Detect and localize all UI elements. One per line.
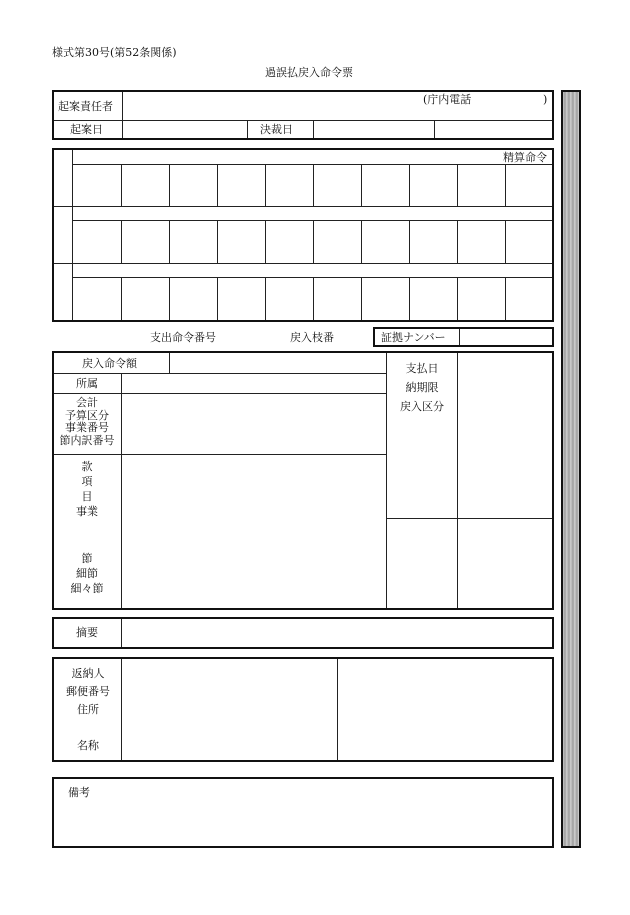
- phone-label: (庁内電話: [423, 93, 472, 106]
- refund-amount-label: 戻入命令額: [82, 357, 137, 370]
- detail-section: [52, 351, 554, 610]
- form-number: 様式第30号(第52条関係): [52, 46, 177, 59]
- approval-date-label: 決裁日: [260, 123, 293, 136]
- evidence-number-field[interactable]: [461, 329, 552, 345]
- budget-lower-labels: 節 細節 細々節: [70, 552, 104, 595]
- settlement-label: 精算命令: [503, 151, 547, 164]
- dates-field[interactable]: [459, 353, 552, 517]
- date-labels: 支払日 納期限 戻入区分: [400, 362, 444, 413]
- form-title: 過誤払戻入命令票: [265, 66, 353, 79]
- settlement-grid: [52, 148, 554, 322]
- payer-section: [52, 657, 554, 762]
- accounting-field[interactable]: [123, 394, 385, 453]
- drafter-label: 起案責任者: [58, 100, 113, 113]
- department-field[interactable]: [123, 374, 385, 392]
- budget-upper-labels: 款 項 目 事業: [76, 460, 98, 518]
- refund-amount-field[interactable]: [171, 353, 385, 372]
- side-binding-strip: [561, 90, 581, 848]
- summary-label: 摘要: [76, 626, 98, 639]
- remarks-section: [52, 777, 554, 848]
- payer-labels: 返納人 郵便番号 住所 名称: [66, 667, 110, 752]
- refund-branch-number-label: 戻入枝番: [290, 331, 334, 344]
- payer-info-field[interactable]: [123, 659, 336, 760]
- remarks-field[interactable]: [54, 801, 552, 846]
- drafter-section: [52, 90, 554, 140]
- budget-items-field[interactable]: [123, 455, 385, 608]
- accounting-labels: 会計 予算区分 事業番号 節内訳番号: [59, 396, 115, 447]
- draft-date-field[interactable]: [124, 121, 246, 138]
- department-label: 所属: [76, 377, 98, 390]
- summary-section: [52, 617, 554, 649]
- phone-number-field[interactable]: [124, 92, 414, 119]
- payment-order-number-label: 支出命令番号: [150, 331, 216, 344]
- evidence-number-box: [373, 327, 554, 347]
- evidence-number-label: 証拠ナンバー: [381, 331, 446, 344]
- summary-field[interactable]: [123, 619, 552, 647]
- phone-close: ): [543, 93, 548, 106]
- payer-info-field-2[interactable]: [339, 659, 552, 760]
- remarks-label: 備考: [68, 786, 90, 799]
- approval-date-field[interactable]: [315, 121, 433, 138]
- draft-date-label: 起案日: [70, 123, 103, 136]
